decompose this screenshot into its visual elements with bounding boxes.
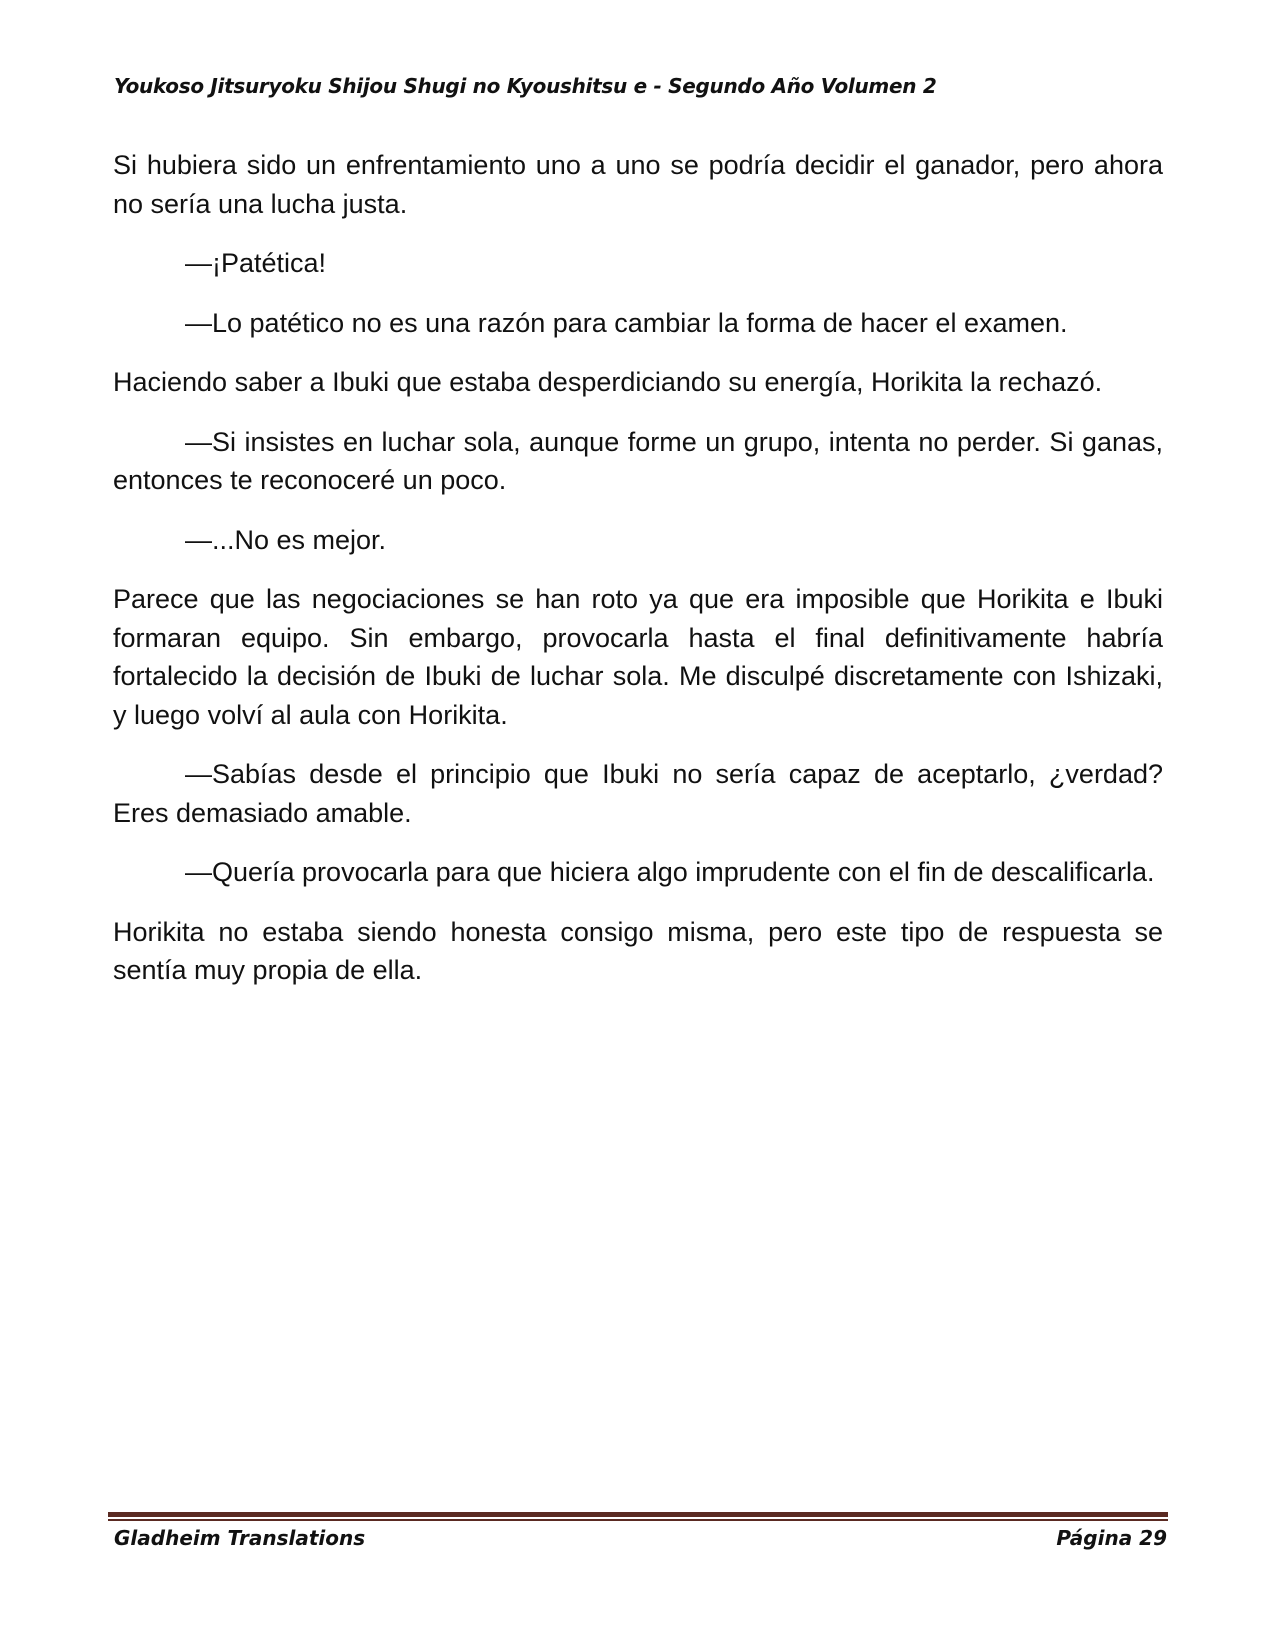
running-header-title: Youkoso Jitsuryoku Shijou Shugi no Kyoushitsu e - Segundo Año Volumen 2 xyxy=(114,74,937,98)
paragraph: Si hubiera sido un enfrentamiento uno a uno se podría decidir el ganador, pero ahora no sería una lucha justa. xyxy=(113,150,1163,219)
footer-translator-credit: Gladheim Translations xyxy=(114,1526,366,1550)
paragraph: Parece que las negociaciones se han roto ya que era imposible que Horikita e Ibuki formaran equipo. Sin embargo, provocarla hasta el final definitivamente habría fortalecido la decisión de Ibuki de luchar sola. Me disculpé discretamente con Ishizaki, y luego volví al aula con Horikita. xyxy=(113,584,1163,730)
footer-divider xyxy=(108,1512,1168,1521)
dialogue-paragraph: —Quería provocarla para que hiciera algo imprudente con el fin de descalificarla. xyxy=(185,857,1155,887)
dialogue-paragraph: —...No es mejor. xyxy=(185,524,387,555)
paragraph: Haciendo saber a Ibuki que estaba desperdiciando su energía, Horikita la rechazó. xyxy=(113,367,1103,397)
dialogue-paragraph: —Si insistes en luchar sola, aunque forme un grupo, intenta no perder. Si ganas, entonces te reconoceré un poco. xyxy=(113,426,1163,495)
footer-page-number: Página 29 xyxy=(1056,1526,1167,1550)
body-text xyxy=(113,146,1163,1011)
footer-divider-thick-line xyxy=(108,1512,1168,1517)
dialogue-paragraph: —Sabías desde el principio que Ibuki no sería capaz de aceptarlo, ¿verdad? Eres demasiado amable. xyxy=(113,759,1163,828)
paragraph: Horikita no estaba siendo honesta consigo misma, pero este tipo de respuesta se sentía muy propia de ella. xyxy=(113,916,1163,985)
dialogue-paragraph: —¡Patética! xyxy=(185,248,327,278)
footer-divider-thin-line xyxy=(108,1519,1168,1521)
dialogue-paragraph: —Lo patético no es una razón para cambiar la forma de hacer el examen. xyxy=(185,307,1068,338)
